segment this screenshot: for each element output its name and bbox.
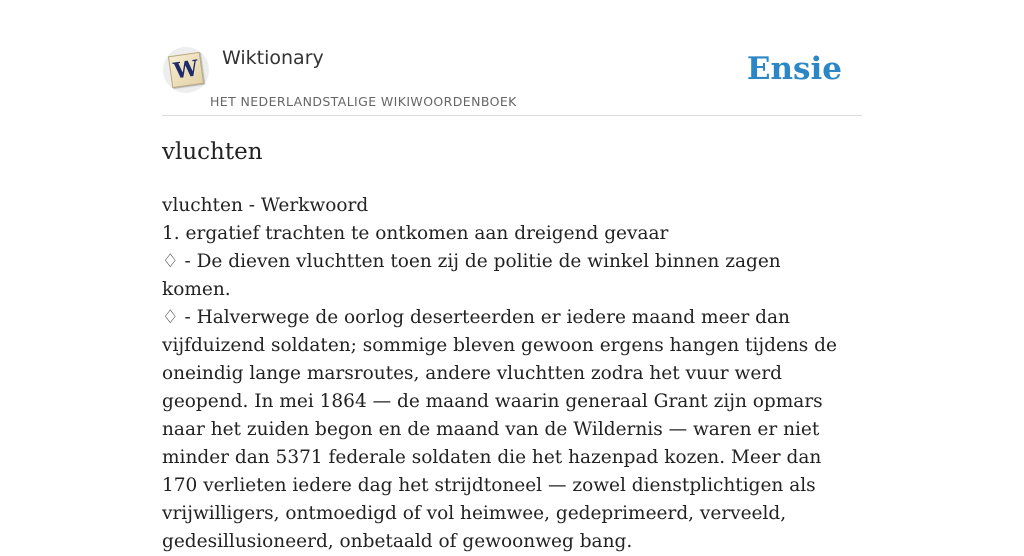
wiktionary-logo[interactable] <box>163 47 209 93</box>
logo-letter: W <box>171 55 201 85</box>
example-sentence: ♢ - Halverwege de oorlog deserteerden er iedere maand meer dan vijfduizend soldaten; sommige bleven gewoon ergens hangen tijdens de oneindig lange marsroutes, andere vluchtten zodra het vuur werd geopend. In mei 1864 — de maand waarin generaal Grant zijn opmars naar het zuiden begon en de maand van de Wildernis — waren er niet minder dan 5371 federale soldaten die het hazenpad kozen. Meer dan 170 verlieten iedere dag het strijdtoneel — zowel dienstplichtigen als vrijwilligers, ontmoedigd of vol heimwee, gedeprimeerd, verveeld, gedesillusioneerd, onbetaald of gewoonweg bang. <box>162 307 837 552</box>
ensie-brand-link[interactable]: Ensie <box>746 51 842 87</box>
site-subtitle: HET NEDERLANDSTALIGE WIKIWOORDENBOEK <box>210 94 517 109</box>
definition: 1. ergatief trachten te ontkomen aan dreigend gevaar <box>162 223 669 244</box>
puzzle-tile-icon <box>168 52 204 88</box>
entry-title: vluchten <box>162 139 263 165</box>
entry-content <box>162 192 847 556</box>
word-class-line: vluchten - Werkwoord <box>162 195 369 216</box>
header-divider <box>162 115 862 116</box>
site-name[interactable]: Wiktionary <box>222 47 324 69</box>
example-sentence: ♢ - De dieven vluchtten toen zij de politie de winkel binnen zagen komen. <box>162 251 781 300</box>
